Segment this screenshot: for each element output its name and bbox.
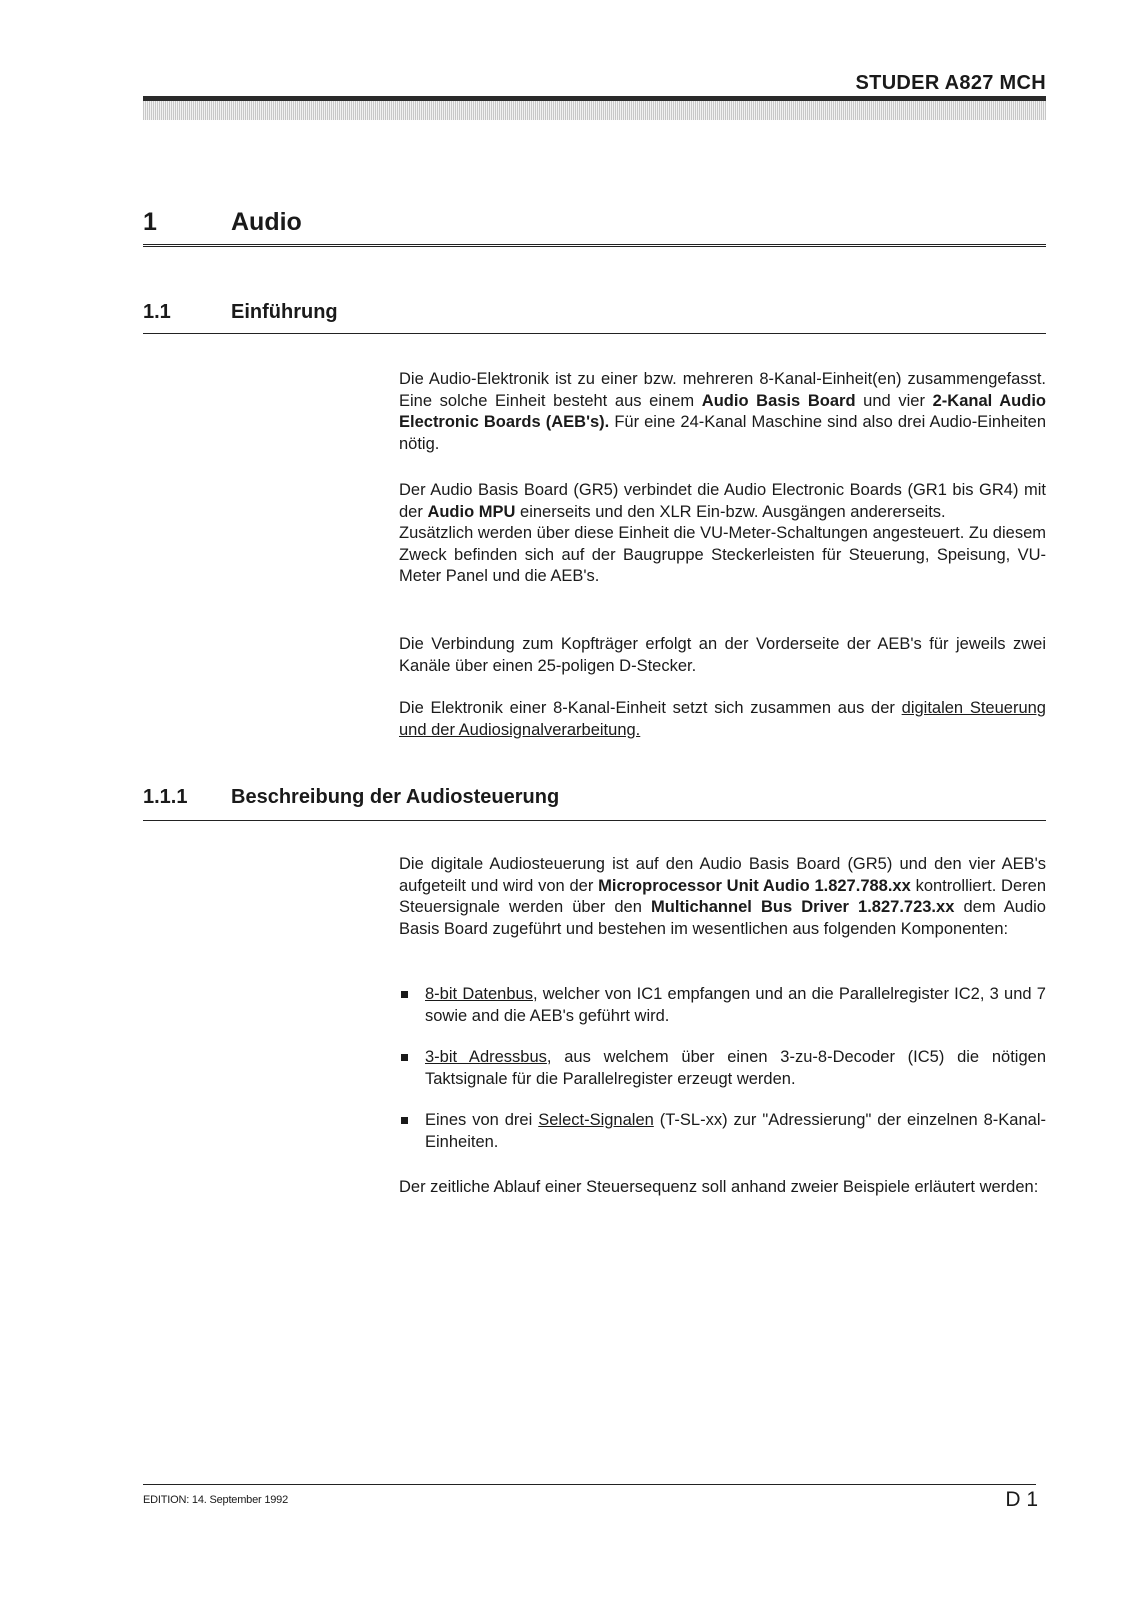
text-run: Der Audio Basis Board (GR5) verbindet die Audio Electronic Boards (GR1 bis GR4) mit der bbox=[399, 481, 1046, 521]
paragraph-intro-2 bbox=[399, 480, 1046, 588]
document-title: STUDER A827 MCH bbox=[855, 72, 1046, 94]
bullet-icon bbox=[401, 1054, 408, 1061]
list-item bbox=[399, 1110, 1046, 1153]
header-bar bbox=[143, 96, 1046, 120]
text-run: , welcher von IC1 empfangen und an die Parallelregister IC2, 3 und 7 sowie and die AEB's geführt wird. bbox=[425, 985, 1046, 1025]
text-run: Für eine 24-Kanal Maschine sind also drei Audio-Einheiten nötig. bbox=[399, 413, 1046, 453]
section-heading-1-1-1 bbox=[143, 786, 1046, 814]
page-number: D 1 bbox=[1005, 1488, 1038, 1511]
section-title: Audio bbox=[231, 208, 302, 236]
section-title: Einführung bbox=[231, 301, 338, 323]
bold-term: Audio MPU bbox=[427, 502, 516, 521]
paragraph-control-2: Der zeitliche Ablauf einer Steuersequenz soll anhand zweier Beispiele erläutert werden: bbox=[399, 1178, 1039, 1196]
bullet-icon bbox=[401, 991, 408, 998]
bold-term: Multichannel Bus Driver 1.827.723.xx bbox=[651, 898, 955, 916]
section-number: 1 bbox=[143, 208, 157, 236]
text-run: Die Elektronik einer 8-Kanal-Einheit setzt sich zusammen aus der bbox=[399, 699, 902, 717]
section-title: Beschreibung der Audiosteuerung bbox=[231, 786, 560, 808]
text-run: kontrolliert. Deren Steuersignale werden über den bbox=[399, 876, 1046, 916]
text-run: und vier bbox=[855, 391, 933, 410]
list-item bbox=[399, 1047, 1046, 1090]
text-run: Eines von drei bbox=[425, 1111, 539, 1129]
bold-term: Microprocessor Unit Audio 1.827.788.xx bbox=[598, 876, 911, 895]
paragraph-intro-3: Die Verbindung zum Kopfträger erfolgt an der Vorderseite der AEB's für jeweils zwei Kanäle über einen 25-poligen D-Stecker. bbox=[399, 635, 1046, 675]
text-run: Zusätzlich werden über diese Einheit die VU-Meter-Schaltungen angesteuert. Zu diesem Zweck befinden sich auf der Baugruppe Steckerleisten für Steuerung, Speisung, VU-Meter Panel und die AEB's. bbox=[399, 524, 1046, 585]
section-number: 1.1 bbox=[143, 301, 171, 323]
paragraph-control-1 bbox=[399, 854, 1046, 940]
text-run: Die Audio-Elektronik ist zu einer bzw. mehreren 8-Kanal-Einheit(en) zusammengefasst. Eine solche Einheit besteht aus einem bbox=[399, 370, 1046, 410]
text-run: dem Audio Basis Board zugeführt und bestehen im wesentlichen aus folgenden Komponenten: bbox=[399, 898, 1046, 938]
paragraph-intro-4 bbox=[399, 698, 1046, 741]
list-item bbox=[399, 984, 1046, 1027]
section-rule bbox=[143, 333, 1046, 334]
section-rule bbox=[143, 244, 1046, 247]
component-list bbox=[399, 984, 1046, 1173]
section-rule bbox=[143, 820, 1046, 821]
underlined-term: Select-Signalen bbox=[538, 1111, 654, 1129]
bold-term: 2-Kanal Audio Electronic Boards (AEB's). bbox=[399, 391, 1047, 431]
edition-date: EDITION: 14. September 1992 bbox=[143, 1494, 289, 1506]
text-run: , aus welchem über einen 3-zu-8-Decoder (IC5) die nötigen Taktsignale für die Parallelregister erzeugt werden. bbox=[425, 1048, 1046, 1088]
paragraph-intro-1 bbox=[399, 369, 1046, 455]
footer-rule bbox=[143, 1484, 1036, 1485]
section-heading-1 bbox=[143, 208, 1046, 240]
bold-term: Audio Basis Board bbox=[701, 391, 856, 410]
text-run: Die digitale Audiosteuerung ist auf den Audio Basis Board (GR5) und den vier AEB's aufgeteilt und wird von der bbox=[399, 855, 1046, 895]
section-number: 1.1.1 bbox=[143, 786, 188, 808]
section-heading-1-1 bbox=[143, 301, 1046, 329]
underlined-term: 8-bit Datenbus bbox=[425, 985, 533, 1003]
page-header bbox=[0, 72, 1133, 92]
text-run: (T-SL-xx) zur "Adressierung" der einzelnen 8-Kanal-Einheiten. bbox=[425, 1111, 1046, 1151]
text-run: einerseits und den XLR Ein-bzw. Ausgängen andererseits. bbox=[515, 502, 946, 521]
underlined-term: digitalen Steuerung und der Audiosignalverarbeitung. bbox=[399, 699, 1046, 739]
bullet-icon bbox=[401, 1117, 408, 1124]
underlined-term: 3-bit Adressbus bbox=[425, 1048, 547, 1066]
